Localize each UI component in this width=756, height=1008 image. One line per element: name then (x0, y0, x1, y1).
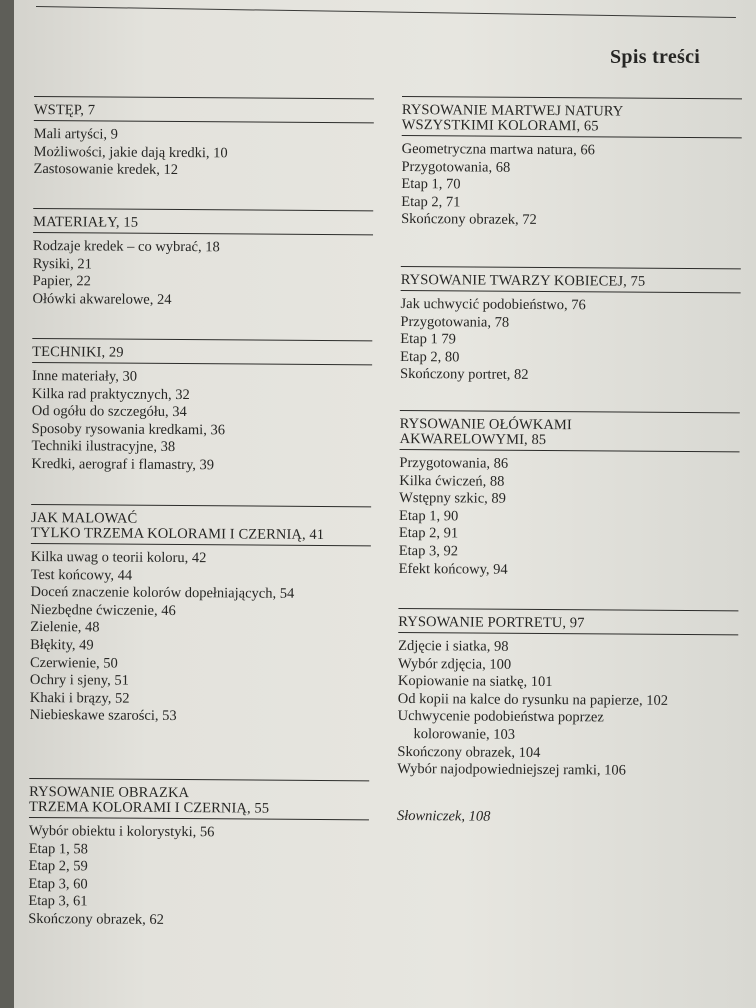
list-item: Możliwości, jakie dają kredki, 10 (33, 143, 228, 161)
toc-section (400, 266, 741, 412)
list-item: Jak uchwycić podobieństwo, 76 (400, 295, 586, 314)
list-item: Etap 1, 90 (399, 507, 459, 525)
list-item: Ołówki akwarelowe, 24 (32, 290, 172, 308)
list-item: Inne materiały, 30 (31, 367, 138, 385)
list-item: Przygotowania, 68 (401, 158, 511, 176)
toc-section (28, 778, 369, 931)
list-item: Skończony obrazek, 62 (28, 910, 165, 928)
list-item: Błękity, 49 (30, 636, 94, 654)
section-items (400, 291, 741, 386)
section-items (401, 136, 742, 231)
list-item: Zielenie, 48 (30, 619, 100, 636)
list-item: Kredki, aerograf i flamastry, 39 (31, 455, 215, 474)
list-item: Geometryczna martwa natura, 66 (401, 140, 595, 159)
list-item: Wybór obiektu i kolorystyki, 56 (28, 822, 215, 841)
list-item: Test końcowy, 44 (30, 566, 133, 584)
section-items (28, 818, 369, 931)
list-item: Niebieskawe szarości, 53 (29, 707, 177, 725)
list-item: Papier, 22 (32, 273, 91, 290)
list-item: Efekt końcowy, 94 (398, 560, 508, 578)
list-item: Kilka rad praktycznych, 32 (31, 385, 190, 403)
list-item: Skończony portret, 82 (400, 366, 529, 384)
toc-section (33, 96, 374, 210)
list-item: Etap 2, 91 (398, 525, 459, 542)
section-heading: RYSOWANIE MARTWEJ NATURY WSZYSTKIMI KOLORAMI, 65 (401, 101, 624, 135)
list-item: Etap 1, 58 (28, 840, 89, 857)
list-item: Ochry i sjeny, 51 (29, 672, 129, 689)
list-item: Etap 2, 59 (28, 858, 88, 875)
toc-section (29, 504, 371, 780)
toc-section (31, 338, 372, 506)
list-item: Khaki i brązy, 52 (29, 689, 130, 707)
list-item: Etap 2, 80 (400, 348, 460, 366)
list-item: Zdjęcie i siatka, 98 (398, 637, 509, 655)
list-item: Wstępny szkic, 89 (399, 490, 506, 507)
toc-section (398, 410, 739, 610)
list-item: Skończony obrazek, 104 (397, 743, 541, 761)
book-page (14, 0, 756, 1008)
section-items (30, 544, 371, 727)
section-heading: RYSOWANIE PORTRETU, 97 (398, 613, 585, 632)
toc-section (32, 208, 373, 340)
list-item: Kilka uwag o teorii koloru, 42 (30, 548, 207, 567)
list-item: Czerwienie, 50 (29, 654, 118, 672)
section-items (33, 233, 374, 311)
list-item: Etap 3, 92 (398, 542, 459, 560)
list-item: Wybór zdjęcia, 100 (397, 655, 512, 673)
section-items (399, 450, 740, 581)
list-item: Uchwycenie podobieństwa poprzez (397, 708, 604, 726)
section-heading: JAK MALOWAĆ TYLKO TRZEMA KOLORAMI I CZERNIĄ, 41 (30, 509, 325, 544)
list-item: Etap 3, 60 (28, 875, 88, 893)
list-item: Przygotowania, 86 (399, 454, 509, 472)
section-items (33, 121, 373, 181)
list-item: Skończony obrazek, 72 (401, 211, 537, 229)
section-heading: WSTĘP, 7 (33, 101, 96, 119)
list-item: Od ogółu do szczegółu, 34 (31, 403, 187, 421)
list-item: Kilka ćwiczeń, 88 (399, 472, 505, 490)
dictionary-entry: Słowniczek, 108 (396, 807, 491, 825)
section-heading: RYSOWANIE OŁÓWKAMI AKWARELOWYMI, 85 (399, 415, 572, 449)
list-item: Od kopii na kalce do rysunku na papierze, 102 (397, 690, 669, 709)
list-item: Sposoby rysowania kredkami, 36 (31, 420, 226, 439)
list-item: Etap 1, 70 (401, 176, 461, 193)
list-item: Techniki ilustracyjne, 38 (31, 438, 176, 456)
section-heading: MATERIAŁY, 15 (33, 213, 139, 231)
list-item: Przygotowania, 78 (400, 313, 510, 331)
list-item: Niezbędne ćwiczenie, 46 (30, 601, 176, 619)
list-item: Wybór najodpowiedniejszej ramki, 106 (397, 761, 627, 779)
list-item: Mali artyści, 9 (33, 125, 118, 143)
list-item: Etap 1 79 (400, 331, 456, 348)
left-column (28, 96, 374, 931)
section-heading: TECHNIKI, 29 (32, 343, 124, 361)
toc-section (397, 608, 738, 810)
section-heading: RYSOWANIE OBRAZKA TRZEMA KOLORAMI I CZERNIĄ, 55 (28, 783, 270, 817)
list-item: Rysiki, 21 (32, 255, 92, 273)
list-item: Kopiowanie na siatkę, 101 (397, 673, 553, 691)
section-heading: RYSOWANIE TWARZY KOBIECEJ, 75 (400, 271, 646, 290)
list-item: kolorowanie, 103 (413, 726, 516, 743)
toc-section (401, 96, 742, 268)
list-item: Etap 3, 61 (28, 893, 88, 910)
top-rule (36, 6, 736, 18)
list-item: Etap 2, 71 (401, 193, 461, 211)
list-item: Zastosowanie kredek, 12 (33, 161, 179, 179)
list-item: Rodzaje kredek – co wybrać, 18 (32, 237, 220, 256)
section-items (31, 363, 372, 476)
right-column (397, 96, 742, 827)
page-title: Spis treści (610, 46, 701, 68)
list-item: Doceń znaczenie kolorów dopełniających, 54 (30, 584, 295, 603)
section-items (397, 633, 738, 781)
